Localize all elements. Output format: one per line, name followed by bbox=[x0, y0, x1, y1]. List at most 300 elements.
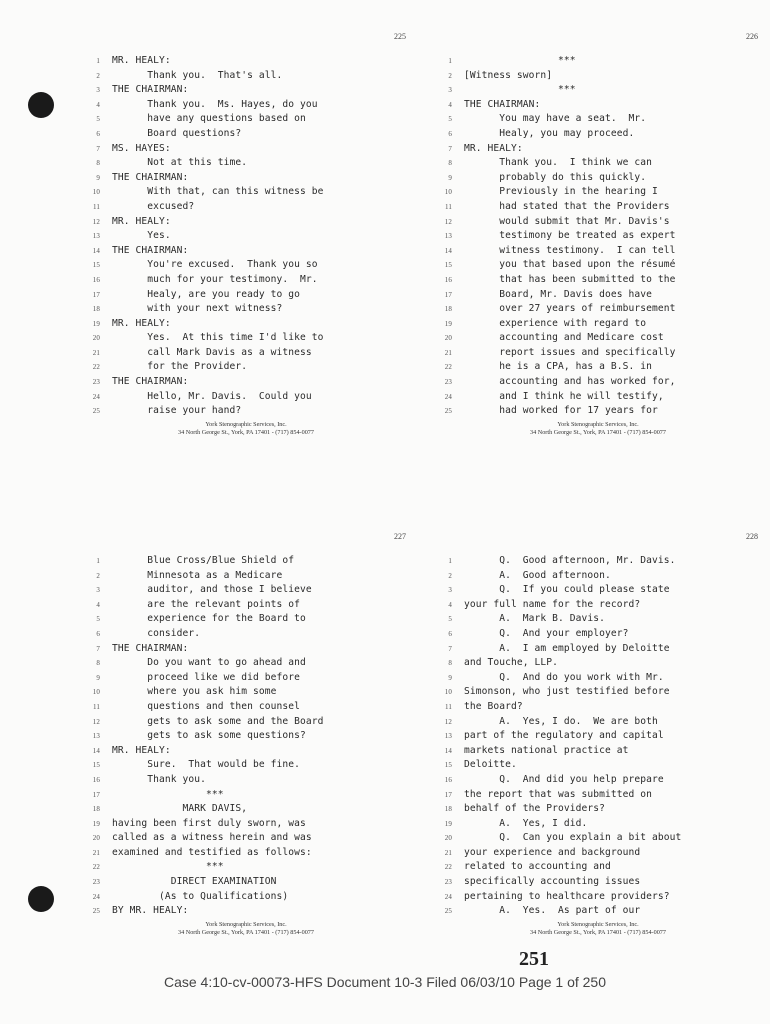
line-number: 18 bbox=[92, 805, 100, 814]
line-text: Thank you. I think we can bbox=[464, 157, 653, 169]
transcript-line bbox=[438, 302, 758, 317]
transcript-line bbox=[86, 788, 406, 803]
line-number: 10 bbox=[444, 188, 452, 197]
line-number: 20 bbox=[444, 834, 452, 843]
line-text: probably do this quickly. bbox=[464, 171, 647, 183]
transcript-line bbox=[86, 142, 406, 157]
line-number: 17 bbox=[92, 790, 100, 799]
line-number: 17 bbox=[92, 290, 100, 299]
transcript-line bbox=[438, 656, 758, 671]
transcript-line bbox=[86, 331, 406, 346]
transcript-line bbox=[86, 817, 406, 832]
transcript-line bbox=[438, 404, 758, 419]
transcript-line bbox=[438, 112, 758, 127]
transcript-page-227 bbox=[86, 532, 406, 972]
line-text: MR. HEALY: bbox=[464, 142, 523, 154]
line-number: 25 bbox=[92, 907, 100, 916]
transcript-line bbox=[86, 112, 406, 127]
line-number: 5 bbox=[96, 615, 100, 624]
transcript-line bbox=[86, 802, 406, 817]
line-text: A. Yes, I do. We are both bbox=[464, 715, 658, 727]
line-number: 4 bbox=[96, 100, 100, 109]
reporter-credit-line: 34 North George St., York, PA 17401 - (717) 854-0077 bbox=[178, 929, 314, 936]
transcript-line bbox=[438, 831, 758, 846]
line-text: With that, can this witness be bbox=[112, 186, 324, 198]
line-text: witness testimony. I can tell bbox=[464, 244, 676, 256]
transcript-line bbox=[438, 317, 758, 332]
transcript-line bbox=[438, 273, 758, 288]
transcript-line bbox=[438, 860, 758, 875]
line-text: call Mark Davis as a witness bbox=[112, 346, 312, 358]
transcript-line bbox=[438, 185, 758, 200]
line-number: 7 bbox=[448, 144, 452, 153]
line-text: Blue Cross/Blue Shield of bbox=[112, 555, 295, 566]
transcript-line bbox=[86, 317, 406, 332]
line-number: 14 bbox=[92, 246, 100, 255]
line-text: gets to ask some and the Board bbox=[112, 715, 324, 727]
line-text: Q. Can you explain a bit about bbox=[464, 832, 682, 844]
line-number: 8 bbox=[448, 159, 452, 168]
line-text: THE CHAIRMAN: bbox=[112, 84, 189, 96]
line-text: MR. HEALY: bbox=[112, 317, 171, 329]
line-number: 4 bbox=[448, 100, 452, 109]
line-number: 16 bbox=[444, 775, 452, 784]
line-number: 1 bbox=[96, 557, 100, 565]
transcript-line bbox=[86, 627, 406, 642]
transcript-line bbox=[86, 258, 406, 273]
transcript-page-226 bbox=[438, 32, 758, 472]
line-number: 10 bbox=[92, 688, 100, 697]
reporter-credit-line: York Stenographic Services, Inc. bbox=[205, 421, 287, 428]
line-number: 17 bbox=[444, 790, 452, 799]
transcript-line bbox=[438, 331, 758, 346]
transcript-line bbox=[86, 200, 406, 215]
line-number: 7 bbox=[96, 644, 100, 653]
transcript-line bbox=[438, 54, 758, 69]
transcript-line bbox=[438, 583, 758, 598]
transcript-line bbox=[438, 69, 758, 84]
transcript-line bbox=[438, 346, 758, 361]
line-text: Q. And did you help prepare bbox=[464, 773, 664, 785]
line-number: 11 bbox=[445, 702, 452, 711]
line-number: 10 bbox=[92, 188, 100, 197]
line-text: you that based upon the résumé bbox=[464, 259, 676, 271]
line-text: Q. If you could please state bbox=[464, 584, 670, 596]
line-number: 22 bbox=[444, 363, 452, 372]
line-number: 6 bbox=[448, 129, 452, 138]
line-number: 2 bbox=[448, 571, 452, 580]
transcript-line bbox=[86, 554, 406, 569]
transcript-line bbox=[86, 875, 406, 890]
reporter-credit bbox=[438, 921, 758, 937]
transcript-line bbox=[438, 700, 758, 715]
transcript-line bbox=[438, 171, 758, 186]
line-text: are the relevant points of bbox=[112, 598, 301, 610]
transcript-line bbox=[438, 671, 758, 686]
transcript-line bbox=[86, 215, 406, 230]
line-text: testimony be treated as expert bbox=[464, 230, 676, 242]
transcript-line bbox=[438, 788, 758, 803]
line-text: behalf of the Providers? bbox=[464, 803, 606, 815]
transcript-line bbox=[86, 569, 406, 584]
line-text: much for your testimony. Mr. bbox=[112, 273, 318, 285]
reporter-credit-line: York Stenographic Services, Inc. bbox=[557, 421, 639, 428]
line-text: *** bbox=[464, 84, 576, 96]
transcript-line bbox=[438, 773, 758, 788]
line-text: and I think he will testify, bbox=[464, 390, 664, 402]
transcript-line bbox=[438, 744, 758, 759]
punch-hole-top bbox=[28, 92, 54, 118]
line-text: the report that was submitted on bbox=[464, 788, 653, 800]
line-number: 19 bbox=[92, 819, 100, 828]
line-text: Yes. At this time I'd like to bbox=[112, 332, 324, 344]
line-number: 1 bbox=[448, 57, 452, 65]
transcript-line bbox=[438, 83, 758, 98]
line-text: that has been submitted to the bbox=[464, 273, 676, 285]
transcript-line bbox=[86, 375, 406, 390]
line-text: Previously in the hearing I bbox=[464, 186, 658, 198]
transcript-line bbox=[438, 229, 758, 244]
line-number: 21 bbox=[444, 848, 452, 857]
line-number: 9 bbox=[448, 673, 452, 682]
line-number: 12 bbox=[444, 217, 452, 226]
line-number: 15 bbox=[444, 261, 452, 270]
line-number: 21 bbox=[92, 348, 100, 357]
transcript-line bbox=[86, 127, 406, 142]
line-number: 8 bbox=[96, 659, 100, 668]
line-text: proceed like we did before bbox=[112, 671, 301, 683]
line-number: 13 bbox=[92, 232, 100, 241]
line-text: THE CHAIRMAN: bbox=[112, 244, 189, 256]
transcript-line bbox=[86, 598, 406, 613]
line-number: 9 bbox=[448, 173, 452, 182]
line-text: Yes. bbox=[112, 230, 171, 242]
line-text: would submit that Mr. Davis's bbox=[464, 215, 670, 227]
transcript-page-225 bbox=[86, 32, 406, 472]
line-number: 19 bbox=[92, 319, 100, 328]
line-text: with your next witness? bbox=[112, 303, 283, 315]
line-number: 19 bbox=[444, 319, 452, 328]
line-text: called as a witness herein and was bbox=[112, 832, 312, 844]
transcript-lines bbox=[438, 54, 758, 419]
transcript-line bbox=[438, 890, 758, 905]
line-number: 2 bbox=[448, 71, 452, 80]
line-number: 9 bbox=[96, 173, 100, 182]
line-number: 12 bbox=[92, 217, 100, 226]
line-number: 21 bbox=[92, 848, 100, 857]
transcript-line bbox=[86, 773, 406, 788]
transcript-line bbox=[86, 671, 406, 686]
line-text: MR. HEALY: bbox=[112, 744, 171, 756]
line-number: 4 bbox=[448, 600, 452, 609]
transcript-line bbox=[86, 904, 406, 919]
line-number: 7 bbox=[448, 644, 452, 653]
line-text: MS. HAYES: bbox=[112, 142, 171, 154]
line-number: 19 bbox=[444, 819, 452, 828]
transcript-lines bbox=[86, 54, 406, 419]
punch-hole-bottom bbox=[28, 886, 54, 912]
line-text: Do you want to go ahead and bbox=[112, 657, 306, 669]
line-text: Q. And do you work with Mr. bbox=[464, 671, 664, 683]
line-text: where you ask him some bbox=[112, 686, 277, 698]
line-text: your experience and background bbox=[464, 846, 641, 858]
reporter-credit bbox=[86, 421, 406, 437]
line-text: had stated that the Providers bbox=[464, 200, 670, 212]
line-text: THE CHAIRMAN: bbox=[112, 642, 189, 654]
line-number: 14 bbox=[92, 746, 100, 755]
line-text: THE CHAIRMAN: bbox=[112, 376, 189, 388]
line-text: A. I am employed by Deloitte bbox=[464, 642, 670, 654]
line-number: 12 bbox=[92, 717, 100, 726]
line-text: BY MR. HEALY: bbox=[112, 905, 189, 917]
line-number: 25 bbox=[92, 407, 100, 416]
reporter-credit-line: York Stenographic Services, Inc. bbox=[557, 921, 639, 928]
line-text: accounting and has worked for, bbox=[464, 376, 676, 388]
line-text: Simonson, who just testified before bbox=[464, 686, 670, 698]
line-text: markets national practice at bbox=[464, 744, 629, 756]
transcript-line bbox=[438, 142, 758, 157]
line-text: A. Yes. As part of our bbox=[464, 905, 641, 917]
line-text: Thank you. That's all. bbox=[112, 69, 283, 81]
line-number: 15 bbox=[444, 761, 452, 770]
transcript-line bbox=[438, 554, 758, 569]
transcript-line bbox=[86, 831, 406, 846]
transcript-line bbox=[86, 360, 406, 375]
line-text: had worked for 17 years for bbox=[464, 405, 658, 417]
transcript-line bbox=[438, 569, 758, 584]
transcript-line bbox=[438, 288, 758, 303]
transcript-line bbox=[86, 612, 406, 627]
line-text: for the Provider. bbox=[112, 361, 248, 373]
line-text: Q. Good afternoon, Mr. Davis. bbox=[464, 555, 676, 566]
line-number: 14 bbox=[444, 746, 452, 755]
line-number: 4 bbox=[96, 600, 100, 609]
line-text: You may have a seat. Mr. bbox=[464, 113, 647, 125]
line-text: MR. HEALY: bbox=[112, 55, 171, 66]
line-text: the Board? bbox=[464, 700, 523, 712]
line-text: he is a CPA, has a B.S. in bbox=[464, 361, 653, 373]
line-number: 20 bbox=[92, 334, 100, 343]
line-text: Minnesota as a Medicare bbox=[112, 569, 283, 581]
reporter-credit-line: 34 North George St., York, PA 17401 - (717) 854-0077 bbox=[178, 429, 314, 436]
line-text: examined and testified as follows: bbox=[112, 846, 312, 858]
transcript-line bbox=[438, 685, 758, 700]
transcript-line bbox=[86, 171, 406, 186]
line-text: MARK DAVIS, bbox=[112, 803, 248, 815]
line-text: Sure. That would be fine. bbox=[112, 759, 301, 771]
line-text: DIRECT EXAMINATION bbox=[112, 876, 277, 888]
line-text: Healy, you may proceed. bbox=[464, 127, 635, 139]
line-text: Not at this time. bbox=[112, 157, 248, 169]
line-text: excused? bbox=[112, 200, 195, 212]
transcript-line bbox=[86, 83, 406, 98]
reporter-credit-line: York Stenographic Services, Inc. bbox=[205, 921, 287, 928]
line-number: 2 bbox=[96, 571, 100, 580]
line-number: 16 bbox=[444, 275, 452, 284]
line-text: *** bbox=[112, 861, 224, 873]
transcript-line bbox=[438, 98, 758, 113]
transcript-line bbox=[438, 729, 758, 744]
line-text: consider. bbox=[112, 627, 201, 639]
line-text: *** bbox=[112, 788, 224, 800]
court-filing-footer: Case 4:10-cv-00073-HFS Document 10-3 Filed 06/03/10 Page 1 of 250 bbox=[163, 974, 607, 990]
line-number: 22 bbox=[444, 863, 452, 872]
transcript-line bbox=[86, 69, 406, 84]
transcript-line bbox=[86, 346, 406, 361]
transcript-line bbox=[86, 273, 406, 288]
page-number: 227 bbox=[394, 532, 406, 541]
transcript-line bbox=[86, 244, 406, 259]
line-number: 20 bbox=[444, 334, 452, 343]
transcript-line bbox=[86, 390, 406, 405]
transcript-lines bbox=[438, 554, 758, 919]
transcript-line bbox=[438, 758, 758, 773]
transcript-line bbox=[86, 715, 406, 730]
line-text: (As to Qualifications) bbox=[112, 890, 289, 902]
line-number: 6 bbox=[96, 629, 100, 638]
transcript-page-228 bbox=[438, 532, 758, 972]
line-number: 6 bbox=[448, 629, 452, 638]
line-number: 23 bbox=[92, 378, 100, 387]
line-number: 11 bbox=[93, 202, 100, 211]
line-number: 1 bbox=[448, 557, 452, 565]
line-text: gets to ask some questions? bbox=[112, 730, 306, 742]
reporter-credit-line: 34 North George St., York, PA 17401 - (717) 854-0077 bbox=[530, 929, 666, 936]
transcript-line bbox=[438, 642, 758, 657]
line-number: 13 bbox=[444, 732, 452, 741]
line-number: 5 bbox=[448, 615, 452, 624]
line-number: 11 bbox=[93, 702, 100, 711]
line-number: 23 bbox=[444, 378, 452, 387]
line-number: 5 bbox=[96, 115, 100, 124]
transcript-lines bbox=[86, 554, 406, 919]
line-text: your full name for the record? bbox=[464, 598, 641, 610]
transcript-line bbox=[86, 288, 406, 303]
line-text: A. Good afternoon. bbox=[464, 569, 611, 581]
line-number: 20 bbox=[92, 834, 100, 843]
line-number: 8 bbox=[96, 159, 100, 168]
line-text: Thank you. bbox=[112, 773, 207, 785]
transcript-line bbox=[438, 375, 758, 390]
line-text: Board, Mr. Davis does have bbox=[464, 288, 653, 300]
line-text: THE CHAIRMAN: bbox=[112, 171, 189, 183]
line-text: Deloitte. bbox=[464, 759, 517, 771]
line-number: 8 bbox=[448, 659, 452, 668]
line-number: 10 bbox=[444, 688, 452, 697]
transcript-line bbox=[438, 627, 758, 642]
line-number: 24 bbox=[444, 392, 452, 401]
line-text: experience with regard to bbox=[464, 317, 647, 329]
transcript-line bbox=[86, 156, 406, 171]
line-text: report issues and specifically bbox=[464, 346, 676, 358]
line-number: 7 bbox=[96, 144, 100, 153]
line-number: 6 bbox=[96, 129, 100, 138]
transcript-line bbox=[86, 744, 406, 759]
line-text: MR. HEALY: bbox=[112, 215, 171, 227]
line-text: questions and then counsel bbox=[112, 700, 301, 712]
line-number: 18 bbox=[92, 305, 100, 314]
transcript-line bbox=[438, 875, 758, 890]
transcript-line bbox=[86, 404, 406, 419]
reporter-credit-line: 34 North George St., York, PA 17401 - (717) 854-0077 bbox=[530, 429, 666, 436]
line-text: THE CHAIRMAN: bbox=[464, 98, 541, 110]
line-text: and Touche, LLP. bbox=[464, 657, 559, 669]
line-number: 24 bbox=[92, 892, 100, 901]
line-number: 2 bbox=[96, 71, 100, 80]
transcript-line bbox=[438, 904, 758, 919]
line-text: Thank you. Ms. Hayes, do you bbox=[112, 98, 318, 110]
transcript-line bbox=[86, 846, 406, 861]
line-number: 23 bbox=[92, 878, 100, 887]
transcript-line bbox=[438, 598, 758, 613]
page-number: 226 bbox=[746, 32, 758, 41]
transcript-line bbox=[86, 229, 406, 244]
line-text: pertaining to healthcare providers? bbox=[464, 890, 670, 902]
line-number: 1 bbox=[96, 57, 100, 65]
line-number: 25 bbox=[444, 407, 452, 416]
transcript-line bbox=[86, 685, 406, 700]
transcript-line bbox=[86, 54, 406, 69]
transcript-line bbox=[86, 583, 406, 598]
reporter-credit bbox=[438, 421, 758, 437]
transcript-line bbox=[438, 360, 758, 375]
line-number: 22 bbox=[92, 863, 100, 872]
transcript-line bbox=[438, 258, 758, 273]
line-text: over 27 years of reimbursement bbox=[464, 303, 676, 315]
transcript-line bbox=[438, 215, 758, 230]
line-number: 11 bbox=[445, 202, 452, 211]
line-number: 9 bbox=[96, 673, 100, 682]
transcript-line bbox=[86, 729, 406, 744]
line-text: auditor, and those I believe bbox=[112, 584, 312, 596]
line-text: part of the regulatory and capital bbox=[464, 730, 664, 742]
line-text: [Witness sworn] bbox=[464, 69, 553, 81]
line-text: raise your hand? bbox=[112, 405, 242, 417]
transcript-line bbox=[438, 156, 758, 171]
line-number: 15 bbox=[92, 261, 100, 270]
line-text: having been first duly sworn, was bbox=[112, 817, 306, 829]
line-number: 3 bbox=[448, 86, 452, 95]
transcript-line bbox=[86, 185, 406, 200]
transcript-line bbox=[438, 802, 758, 817]
line-number: 3 bbox=[96, 586, 100, 595]
transcript-line bbox=[86, 642, 406, 657]
line-number: 17 bbox=[444, 290, 452, 299]
line-number: 3 bbox=[96, 86, 100, 95]
line-number: 24 bbox=[92, 392, 100, 401]
transcript-line bbox=[86, 860, 406, 875]
line-text: experience for the Board to bbox=[112, 613, 306, 625]
line-number: 24 bbox=[444, 892, 452, 901]
line-number: 14 bbox=[444, 246, 452, 255]
line-text: You're excused. Thank you so bbox=[112, 259, 318, 271]
line-text: Q. And your employer? bbox=[464, 627, 629, 639]
transcript-line bbox=[86, 656, 406, 671]
transcript-line bbox=[438, 846, 758, 861]
line-number: 5 bbox=[448, 115, 452, 124]
line-text: A. Mark B. Davis. bbox=[464, 613, 606, 625]
bates-stamp: 251 bbox=[519, 948, 549, 970]
reporter-credit bbox=[86, 921, 406, 937]
transcript-line bbox=[86, 700, 406, 715]
line-text: *** bbox=[464, 55, 576, 66]
transcript-line bbox=[438, 390, 758, 405]
transcript-line bbox=[438, 200, 758, 215]
transcript-line bbox=[438, 612, 758, 627]
line-number: 15 bbox=[92, 761, 100, 770]
line-number: 12 bbox=[444, 717, 452, 726]
page-number: 225 bbox=[394, 32, 406, 41]
